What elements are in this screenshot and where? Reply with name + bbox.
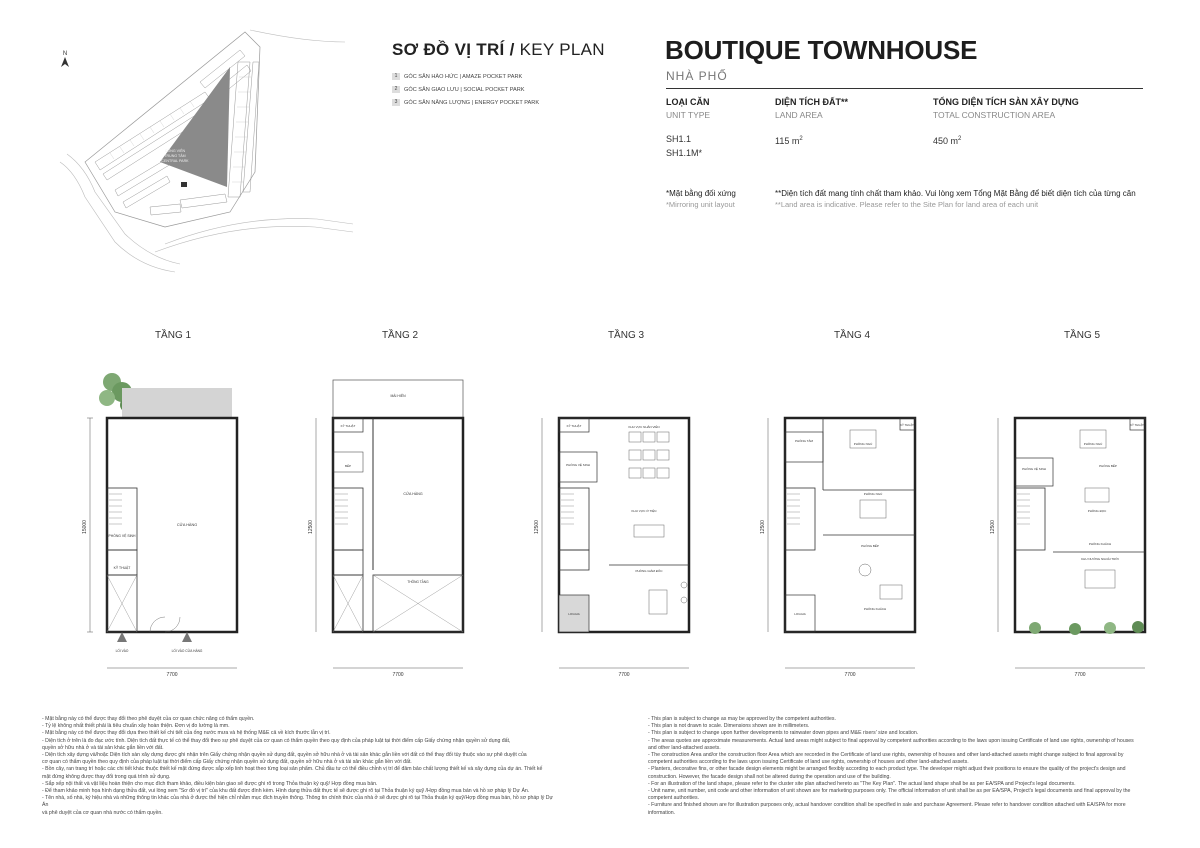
total-area-value: 450 $m^2$ bbox=[933, 136, 962, 146]
disclaimer-vi: - Mặt bằng này có thể được thay đổi theo phê duyệt của cơ quan chức năng có thẩm quyền. - Tỷ lệ không nhất thiết phải là tiêu chuẩn xây hoàn thiện. Đơn vị đo lường là mm. - Mặt bằng này có thể được thay đổi dựa theo thiết kế chi tiết của ống nước mưa và hệ thống M&E cả về kích thước lẫn vị trí. - Diện tích ở trên là đo đạc ước tính. Diện tích đất thực tế có thể thay đổi theo sự phê duyệt của cơ quan có thẩm quyền theo quy định của pháp luật tại thời điểm cấp Giấy chứng nhận quyền sử dụng đất, quyền sở hữu nhà ở và tài sản khác gắn liền với đất. - Diện tích xây dựng và/hoặc Diện tích sàn xây dựng được ghi nhận trên Giấy chứng nhận quyền sử dụng đất, quyền sở hữu nhà ở và tài sản khác gắn liền với đất có thể thay đổi tùy thuộc vào sự phê duyệt của cơ quan có thẩm quyền theo quy định của pháp luật tại thời điểm cấp Giấy chứng nhận quyền sử dụng đất, quyền sở hữu nhà ở và tài sản khác gắn liền với đất. - Bồn cây, ran trang trí hoặc các chi tiết khác thuộc thiết kế mặt đứng được sắp xếp linh hoạt theo từng loại sản phẩm. Chủ đầu tư có thể điều chỉnh vị trí để đảm bảo chất lượng thiết kế và xây dựng của dự án. Thiết kế mặt đứng không được thay đổi trong quá trình sử dụng. - Sắp xếp nội thất và vật liệu hoàn thiện cho mục đích tham khảo, điều kiện bàn giao sẽ được ghi rõ trong Thỏa thuận ký quỹ/ Hợp đồng mua bán. - Để tham khảo minh họa hình dạng thửa đất, vui lòng xem "Sơ đồ vị trí" của khu đất được đính kèm. Hình dạng thửa đất thực tế sẽ được ghi rõ tại Thỏa thuận ký quỹ /Hợp đồng mua bán và hồ sơ pháp lý Dự Án. - Tên nhà, số nhà, ký hiệu nhà và những thông tin khác của nhà ở được thể hiện chỉ nhằm mục đích truyền thông. Thông tin chính thức của nhà ở sẽ được ghi rõ tại Thỏa thuận ký quỹ/Hợp đồng mua bán, hồ sơ pháp lý Dự Án và phê duyệt của cơ quan nhà nước có thẩm quyền. bbox=[42, 716, 554, 816]
width-dimension: 7700 bbox=[1074, 672, 1086, 678]
room-label-tech: KỸ THUẬT bbox=[340, 424, 356, 428]
floor-label-2: TẦNG 2 bbox=[381, 330, 419, 341]
room-label-bath: PHÒNG TẮM bbox=[794, 439, 814, 443]
floor-plan-2 bbox=[308, 370, 483, 680]
height-dimension: 12500 bbox=[760, 520, 766, 534]
floor-label-4: TẦNG 4 bbox=[833, 330, 871, 341]
floor-label-1: TẦNG 1 bbox=[154, 330, 192, 341]
room-label-living: PHÒNG KHÁCH bbox=[863, 607, 887, 611]
entry-arrow-icon bbox=[182, 632, 192, 642]
unit-value: SH1.1M* bbox=[666, 148, 703, 158]
land-area-value: 115 $m^2$ bbox=[775, 136, 803, 146]
unit-value: SH1.1 bbox=[666, 134, 692, 144]
floor-label-3: TẦNG 3 bbox=[607, 330, 645, 341]
room-label-living: PHÒNG KHÁCH bbox=[1088, 542, 1112, 546]
room-label-study: PHÒNG ĐỌC bbox=[1087, 509, 1107, 513]
room-label-director: PHÒNG GIÁM ĐỐC bbox=[635, 569, 663, 573]
width-dimension: 7700 bbox=[618, 672, 630, 678]
height-dimension: 12500 bbox=[534, 520, 540, 534]
page-title: BOUTIQUE TOWNHOUSE bbox=[665, 35, 978, 65]
height-dimension: 12500 bbox=[990, 520, 996, 534]
park-label-2: TRUNG TÂM bbox=[164, 154, 186, 158]
width-dimension: 7700 bbox=[844, 672, 856, 678]
floor-label-5: TẦNG 5 bbox=[1063, 330, 1101, 341]
mirror-note: *Mặt bằng đối xứng *Mirroring unit layout bbox=[666, 189, 736, 209]
legend-item: 2 GÓC SÂN GIAO LƯU | SOCIAL POCKET PARK bbox=[392, 84, 539, 97]
room-label-kitchen: BẾP bbox=[344, 464, 352, 468]
north-arrow-icon bbox=[61, 51, 69, 67]
floor-plan-4 bbox=[760, 370, 935, 680]
key-plan-title: SƠ ĐỒ VỊ TRÍ / KEY PLAN bbox=[392, 40, 605, 59]
floor-plan-5 bbox=[990, 370, 1165, 680]
height-dimension: 12500 bbox=[308, 520, 314, 534]
floor-plan-3 bbox=[534, 370, 709, 680]
room-label-loggia: LOGGIA bbox=[794, 612, 806, 616]
width-dimension: 7700 bbox=[166, 672, 178, 678]
floor-plan-1 bbox=[82, 370, 257, 680]
disclaimer-en: - This plan is subject to change as may be approved by the competent authorities. - This plan is not drawn to scale. Dimensions shown are in millimeters. - This plan is subject to change upon further developments to rainwater down pipes and M&E risers' size and location. - The areas quotes are approximate measurements. Actual land areas might subject to final approval by competent authorities according to the laws upon issuing Certificate of land use rights, ownership of houses and other land-attached assets. - The construction Area and/or the construction floor Area which are recorded in the Certificate of land use rights, ownership of houses and other land-attached assets might change subject to final approval by competent authorities according to the laws upon issuing Certificate of land use rights, ownership of houses and other land-attached assets. - Planters, decorative fins, or other facade design elements might be arranged flexibly according to each product type. The developer might adjust their positions to ensure the quality of the project's design and construction. However, the facade design shall not be altered during the operation and use of the building. - For an illustration of the land shape, please refer to the cluster site plan attached hereto as "The Key Plan". The actual land shape shall be as per EA/SPA and Project's legal documents. - Unit name, unit number, unit code and other information of unit shown are for marketing purposes only. The official information of unit shall be as per EA/SPA, Project's legal documents and final approval by the competent authorities. - Furniture and finished shown are for illustration purposes only, actual handover condition shall be specified in sale and purchase Agreement. Please refer to handover condition attached with EA/SPA for more information. bbox=[648, 716, 1134, 816]
room-label-kitchen: PHÒNG BẾP bbox=[861, 544, 879, 548]
room-label-shop: CỬA HÀNG bbox=[403, 492, 423, 496]
north-label: N bbox=[62, 51, 68, 57]
height-dimension: 15000 bbox=[82, 520, 88, 534]
title-divider bbox=[666, 88, 1143, 89]
room-label-tech: KỸ THUẬT bbox=[1130, 423, 1144, 427]
width-dimension: 7700 bbox=[392, 672, 404, 678]
room-label-staff: KHU VỰC NHÂN VIÊN bbox=[628, 425, 660, 429]
room-label-bedroom: PHÒNG NGỦ bbox=[863, 492, 883, 496]
park-label-1: CÔNG VIÊN bbox=[164, 149, 186, 153]
room-label-terrace: KHU NƯỚNG NGOÀI TRỜI bbox=[1081, 557, 1119, 561]
room-label-bedroom: PHÒNG NGỦ bbox=[1083, 442, 1103, 446]
legend-item: 3 GÓC SÂN NĂNG LƯỢNG | ENERGY POCKET PARK bbox=[392, 97, 539, 110]
room-label-bedroom: PHÒNG NGỦ bbox=[853, 442, 873, 446]
room-label-eave: MÁI HIÊN bbox=[390, 394, 406, 398]
shop-entry-label: LỐI VÀO CỬA HÀNG bbox=[171, 649, 203, 653]
room-label-tech: KỸ THUẬT bbox=[566, 424, 582, 428]
room-label-wc: PHÒNG VỆ SINH bbox=[1022, 467, 1046, 471]
unit-type-column: LOẠI CĂN UNIT TYPE SH1.1 SH1.1M* bbox=[666, 97, 766, 160]
room-label-wc: PHÒNG VỆ SINH bbox=[566, 463, 590, 467]
room-label-shop: CỬA HÀNG bbox=[176, 523, 198, 527]
room-label-wc: PHÒNG VỆ SINH bbox=[108, 534, 136, 538]
central-park-shape bbox=[160, 67, 230, 187]
room-label-tech: KỸ THUẬT bbox=[900, 423, 914, 427]
entry-arrow-icon bbox=[117, 632, 127, 642]
room-label-loggia: LOGGIA bbox=[568, 612, 580, 616]
room-label-void: THÔNG TẦNG bbox=[407, 580, 429, 584]
land-area-note: **Diện tích đất mang tính chất tham khảo. Vui lòng xem Tổng Mặt Bằng để biết diện tích của từng căn **Land area is indicative. Please refer to the Site Plan for land area of each unit bbox=[775, 189, 1136, 209]
entry-label: LỐI VÀO bbox=[115, 649, 129, 653]
highlighted-unit bbox=[181, 182, 187, 187]
park-label-3: CENTRAL PARK bbox=[161, 159, 189, 163]
room-label-kitchen: PHÒNG BẾP bbox=[1099, 464, 1117, 468]
legend-item: 1 GÓC SÂN HÀO HỨC | AMAZE POCKET PARK bbox=[392, 71, 539, 84]
key-plan-legend bbox=[392, 71, 539, 110]
land-area-column: DIỆN TÍCH ĐẤT** LAND AREA 115 $m^2$ bbox=[775, 97, 915, 148]
page-subtitle: NHÀ PHỐ bbox=[666, 69, 728, 83]
key-plan-map bbox=[55, 22, 355, 287]
room-label-tech: KỸ THUẬT bbox=[113, 566, 131, 570]
total-area-column: TỔNG DIỆN TÍCH SÀN XÂY DỰNG TOTAL CONSTRUCTION AREA 450 $m^2$ bbox=[933, 97, 1143, 148]
room-label-lounge: KHU VỰC Ở TIỆN bbox=[631, 509, 657, 513]
